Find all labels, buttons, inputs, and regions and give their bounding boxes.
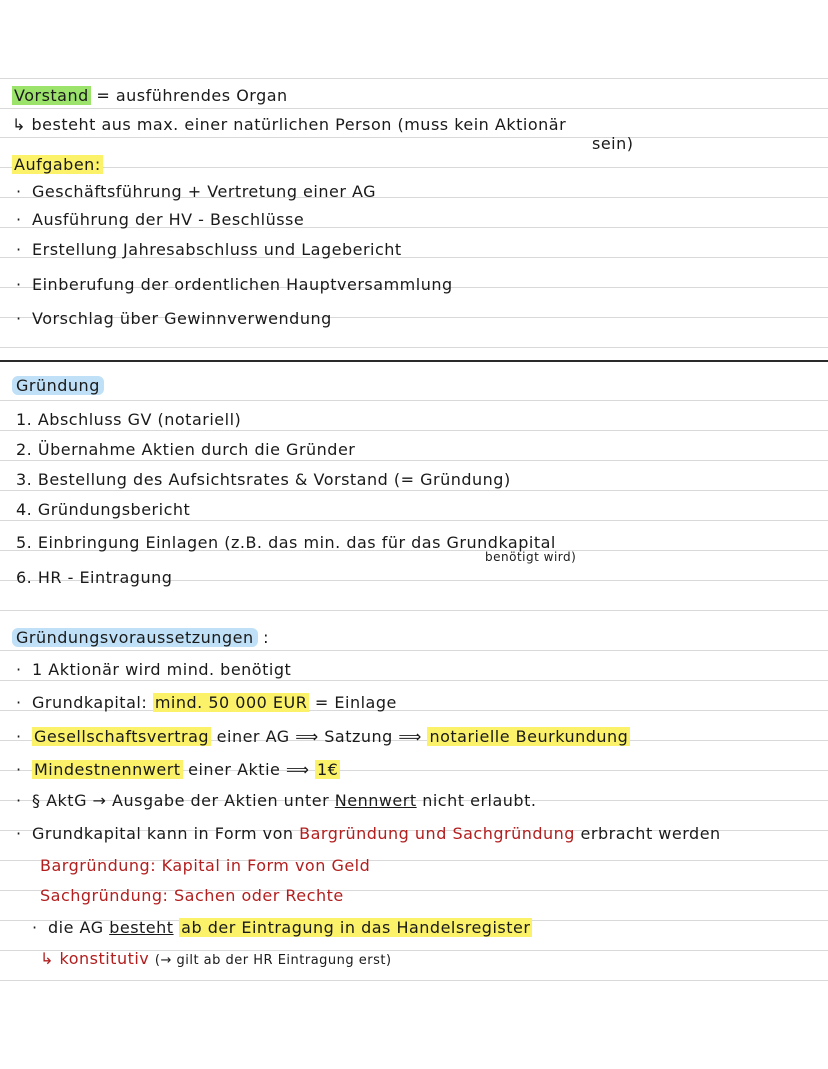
requirement-text: (→ gilt ab der HR Eintragung erst) bbox=[154, 953, 392, 968]
gruendung-step: 1. Abschluss GV (notariell) bbox=[16, 410, 242, 429]
gruendung-step: 6. HR - Eintragung bbox=[16, 568, 173, 587]
task-text: Erstellung Jahresabschluss und Lagebericht bbox=[32, 240, 402, 259]
tasks-heading bbox=[12, 155, 103, 174]
requirement-item: · Mindestnennwert einer Aktie ⟹ 1€ bbox=[16, 760, 339, 779]
red-text: ↳ konstitutiv bbox=[40, 949, 150, 968]
requirement-text: Grundkapital: bbox=[32, 693, 148, 712]
bargruendung-def: Bargründung: Kapital in Form von Geld bbox=[40, 856, 371, 875]
red-text: Bargründung bbox=[299, 824, 410, 843]
konstitutiv-line bbox=[40, 949, 392, 968]
requirement-item: · die AG besteht ab der Eintragung in das Handelsregister bbox=[32, 918, 531, 937]
vorstand-definition bbox=[12, 86, 288, 105]
section-divider bbox=[0, 360, 828, 362]
highlight-text: notarielle Beurkundung bbox=[429, 727, 629, 746]
gruendung-step5-note: benötigt wird) bbox=[485, 550, 577, 564]
highlight-text: ab der Eintragung in das Handelsregister bbox=[181, 918, 531, 937]
vorstand-line2: ↳ besteht aus max. einer natürlichen Person (muss kein Aktionär bbox=[12, 115, 567, 134]
highlight-text: mind. 50 000 EUR bbox=[154, 693, 308, 712]
requirement-text: = Einlage bbox=[314, 693, 397, 712]
underlined-text: Nennwert bbox=[334, 791, 417, 810]
heading-colon: : bbox=[257, 628, 270, 647]
gruendung-step: 2. Übernahme Aktien durch die Gründer bbox=[16, 440, 356, 459]
task-text: Vorschlag über Gewinnverwendung bbox=[32, 309, 332, 328]
task-text: Ausführung der HV - Beschlüsse bbox=[32, 210, 305, 229]
task-item: · Vorschlag über Gewinnverwendung bbox=[16, 309, 332, 328]
red-text: und bbox=[414, 824, 447, 843]
task-item: · Ausführung der HV - Beschlüsse bbox=[16, 210, 305, 229]
requirement-item: · Grundkapital: mind. 50 000 EUR = Einlage bbox=[16, 693, 397, 712]
gruendung-step: 5. Einbringung Einlagen (z.B. das min. das für das Grundkapital bbox=[16, 533, 556, 552]
vorstand-term: Vorstand bbox=[14, 86, 89, 105]
red-text: Sachgründung bbox=[452, 824, 575, 843]
requirement-text: nicht erlaubt. bbox=[422, 791, 537, 810]
vorstand-line2-cont: sein) bbox=[592, 134, 634, 153]
requirement-text: einer AG ⟹ Satzung ⟹ bbox=[216, 727, 422, 746]
gruendung-heading-label: Gründung bbox=[12, 376, 104, 395]
requirement-text: Grundkapital kann in Form von bbox=[32, 824, 294, 843]
requirement-item: · 1 Aktionär wird mind. benötigt bbox=[16, 660, 292, 679]
requirement-item: · § AktG → Ausgabe der Aktien unter Nennwert nicht erlaubt. bbox=[16, 791, 537, 810]
vorstand-eq: = ausführendes Organ bbox=[90, 86, 288, 105]
voraussetzungen-heading bbox=[12, 628, 269, 647]
requirement-text: die AG bbox=[48, 918, 104, 937]
task-item: · Geschäftsführung + Vertretung einer AG bbox=[16, 182, 377, 201]
highlight-text: 1€ bbox=[316, 760, 339, 779]
tasks-heading-label: Aufgaben: bbox=[14, 155, 101, 174]
task-item: · Erstellung Jahresabschluss und Lagebericht bbox=[16, 240, 402, 259]
requirement-item: · Grundkapital kann in Form von Bargründung und Sachgründung erbracht werden bbox=[16, 824, 721, 843]
task-text: Einberufung der ordentlichen Hauptversammlung bbox=[32, 275, 453, 294]
voraussetzungen-heading-label: Gründungsvoraussetzungen bbox=[12, 628, 258, 647]
highlight-text: Mindestnennwert bbox=[34, 760, 181, 779]
task-item: · Einberufung der ordentlichen Hauptversammlung bbox=[16, 275, 453, 294]
requirement-text: § AktG → Ausgabe der Aktien unter bbox=[32, 791, 330, 810]
gruendung-heading bbox=[12, 376, 104, 395]
task-text: Geschäftsführung + Vertretung einer AG bbox=[32, 182, 377, 201]
gruendung-step: 4. Gründungsbericht bbox=[16, 500, 191, 519]
sachgruendung-def: Sachgründung: Sachen oder Rechte bbox=[40, 886, 344, 905]
requirement-text: erbracht werden bbox=[580, 824, 721, 843]
requirement-item: · Gesellschaftsvertrag einer AG ⟹ Satzung ⟹ notarielle Beurkundung bbox=[16, 727, 629, 746]
gruendung-step: 3. Bestellung des Aufsichtsrates & Vorstand (= Gründung) bbox=[16, 470, 511, 489]
requirement-text: 1 Aktionär wird mind. benötigt bbox=[32, 660, 292, 679]
highlight-text: Gesellschaftsvertrag bbox=[34, 727, 210, 746]
underlined-text: besteht bbox=[109, 918, 174, 937]
requirement-text: einer Aktie ⟹ bbox=[188, 760, 310, 779]
